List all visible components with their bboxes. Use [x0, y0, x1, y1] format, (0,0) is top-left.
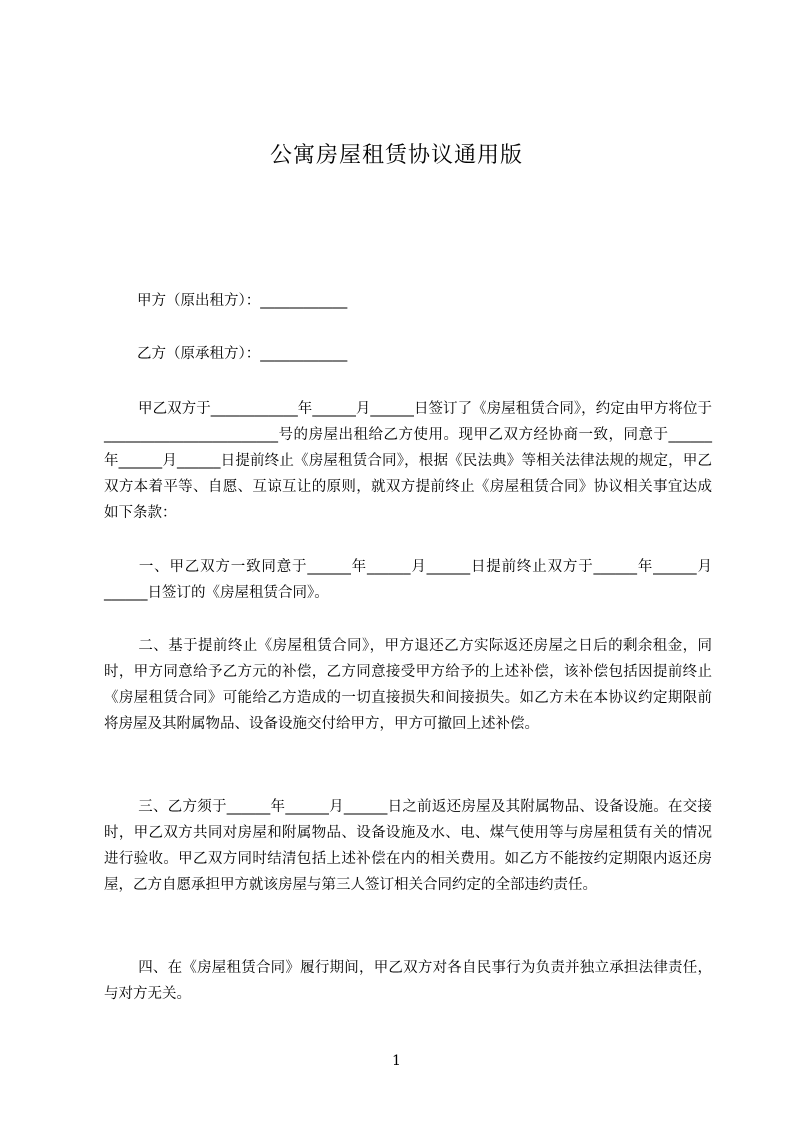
document-title: 公寓房屋租赁协议通用版: [269, 143, 523, 168]
paragraph-clause-3: [104, 794, 712, 898]
paragraph-text: 四、在《房屋租赁合同》履行期间，甲乙双方对各自民事行为负责并独立承担法律责任，与对方无关。: [104, 960, 712, 1002]
paragraph-text: 三、乙方须于______年______月______日之前返还房屋及其附属物品、设备设施。在交接时，甲乙双方共同对房屋和附属物品、设备设施及水、电、煤气使用等与房屋租赁有关的情况进行验收。甲乙双方同时结清包括上述补偿在内的相关费用。如乙方不能按约定期限内返还房屋，乙方自愿承担甲方就该房屋与第三人签订相关合同约定的全部违约责任。: [104, 799, 712, 893]
paragraph-text: 一、甲乙双方一致同意于______年______月______日提前终止双方于______年______月______日签订的《房屋租赁合同》。: [104, 559, 712, 601]
page-number: 1: [392, 1053, 401, 1069]
paragraph-text: 甲乙双方于____________年______月______日签订了《房屋租赁合同》，约定由甲方将位于________________________号的房屋出租给乙方使用。现甲乙双方经协商一致，同意于______年______月______日提前终止《房屋租赁合同》，根据《民法典》等相关法律法规的规定，甲乙双方本着平等、自愿、互谅互让的原则，就双方提前终止《房屋租赁合同》协议相关事宜达成如下条款：: [104, 401, 712, 521]
party-b-line: 乙方（原承租方）：____________: [137, 346, 348, 362]
paragraph-intro: [104, 396, 712, 526]
party-a-line: 甲方（原出租方）：____________: [137, 293, 348, 309]
paragraph-clause-4: [104, 955, 712, 1007]
paragraph-clause-2: [104, 633, 712, 737]
paragraph-text: 二、基于提前终止《房屋租赁合同》，甲方退还乙方实际返还房屋之日后的剩余租金，同时，甲方同意给予乙方元的补偿，乙方同意接受甲方给予的上述补偿，该补偿包括因提前终止《房屋租赁合同》可能给乙方造成的一切直接损失和间接损失。如乙方未在本协议约定期限前将房屋及其附属物品、设备设施交付给甲方，甲方可撤回上述补偿。: [104, 638, 712, 732]
paragraph-clause-1: [104, 554, 712, 606]
